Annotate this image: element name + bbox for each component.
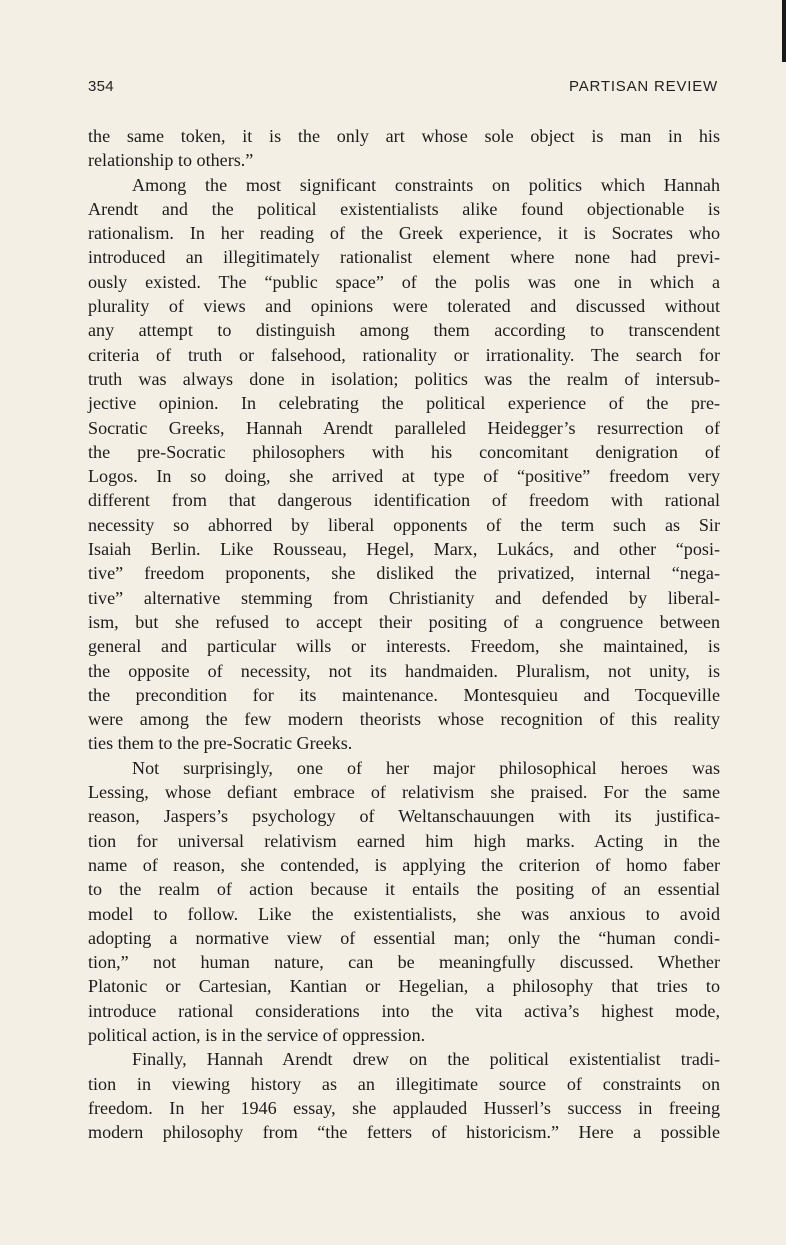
text-line: reason, Jaspers’s psychology of Weltanschauungen with its justifica- bbox=[88, 806, 720, 827]
text-line: tion for universal relativism earned him high marks. Acting in the bbox=[88, 830, 720, 851]
text-line: tion in viewing history as an illegitimate source of constraints on bbox=[88, 1073, 720, 1094]
text-line: general and particular wills or interests. Freedom, she maintained, is bbox=[88, 636, 720, 657]
text-line: different from that dangerous identification of freedom with rational bbox=[88, 490, 720, 511]
text-line: introduce rational considerations into the vita activa’s highest mode, bbox=[88, 1000, 720, 1021]
text-line: name of reason, she contended, is applying the criterion of homo faber bbox=[88, 854, 720, 875]
text-line: Arendt and the political existentialists alike found objectionable is bbox=[88, 198, 720, 219]
text-line: the precondition for its maintenance. Montesquieu and Tocqueville bbox=[88, 684, 720, 705]
text-line: Among the most significant constraints on politics which Hannah bbox=[132, 174, 720, 195]
text-line: tion,” not human nature, can be meaningfully discussed. Whether bbox=[88, 952, 720, 973]
body-text bbox=[88, 124, 720, 1144]
text-line: the same token, it is the only art whose sole object is man in his bbox=[88, 126, 720, 146]
text-line: jective opinion. In celebrating the political experience of the pre- bbox=[88, 393, 720, 414]
text-line: political action, is in the service of oppression. bbox=[88, 1024, 426, 1045]
running-head bbox=[88, 78, 718, 100]
text-line: to the realm of action because it entails the positing of an essential bbox=[88, 879, 720, 900]
text-line: ously existed. The “public space” of the polis was one in which a bbox=[88, 271, 720, 292]
text-line: Platonic or Cartesian, Kantian or Hegelian, a philosophy that tries to bbox=[88, 976, 720, 997]
page-number: 354 bbox=[88, 78, 114, 95]
text-line: plurality of views and opinions were tolerated and discussed without bbox=[88, 296, 720, 317]
text-line: modern philosophy from “the fetters of historicism.” Here a possible bbox=[88, 1122, 720, 1143]
page-edge-shadow bbox=[782, 0, 786, 62]
text-line: Logos. In so doing, she arrived at type of “positive” freedom very bbox=[88, 466, 720, 487]
text-line: any attempt to distinguish among them according to transcendent bbox=[88, 320, 720, 341]
text-line: tive” alternative stemming from Christianity and defended by liberal- bbox=[88, 587, 720, 608]
text-line: ties them to the pre-Socratic Greeks. bbox=[88, 733, 353, 754]
text-line: truth was always done in isolation; politics was the realm of intersub- bbox=[88, 368, 720, 389]
text-line: tive” freedom proponents, she disliked the privatized, internal “nega- bbox=[88, 563, 720, 584]
text-line: necessity so abhorred by liberal opponents of the term such as Sir bbox=[88, 514, 720, 535]
text-line: Not surprisingly, one of her major philosophical heroes was bbox=[132, 757, 720, 778]
journal-title: PARTISAN REVIEW bbox=[569, 78, 718, 95]
text-line: freedom. In her 1946 essay, she applauded Husserl’s success in freeing bbox=[88, 1097, 720, 1118]
text-line: Finally, Hannah Arendt drew on the political existentialist tradi- bbox=[132, 1049, 720, 1070]
text-line: relationship to others.” bbox=[88, 150, 254, 171]
text-line: criteria of truth or falsehood, rationality or irrationality. The search for bbox=[88, 344, 720, 365]
text-line: Socratic Greeks, Hannah Arendt paralleled Heidegger’s resurrection of bbox=[88, 417, 720, 438]
text-line: adopting a normative view of essential man; only the “human condi- bbox=[88, 927, 720, 948]
text-line: the pre-Socratic philosophers with his concomitant denigration of bbox=[88, 441, 720, 462]
text-line: introduced an illegitimately rationalist element where none had previ- bbox=[88, 247, 720, 268]
text-line: Isaiah Berlin. Like Rousseau, Hegel, Marx, Lukács, and other “posi- bbox=[88, 539, 720, 560]
text-line: model to follow. Like the existentialists, she was anxious to avoid bbox=[88, 903, 720, 924]
text-line: ism, but she refused to accept their positing of a congruence between bbox=[88, 611, 720, 632]
text-line: Lessing, whose defiant embrace of relativism she praised. For the same bbox=[88, 782, 720, 803]
text-line: the opposite of necessity, not its handmaiden. Pluralism, not unity, is bbox=[88, 660, 720, 681]
text-line: were among the few modern theorists whose recognition of this reality bbox=[88, 709, 720, 730]
text-line: rationalism. In her reading of the Greek experience, it is Socrates who bbox=[88, 223, 720, 244]
